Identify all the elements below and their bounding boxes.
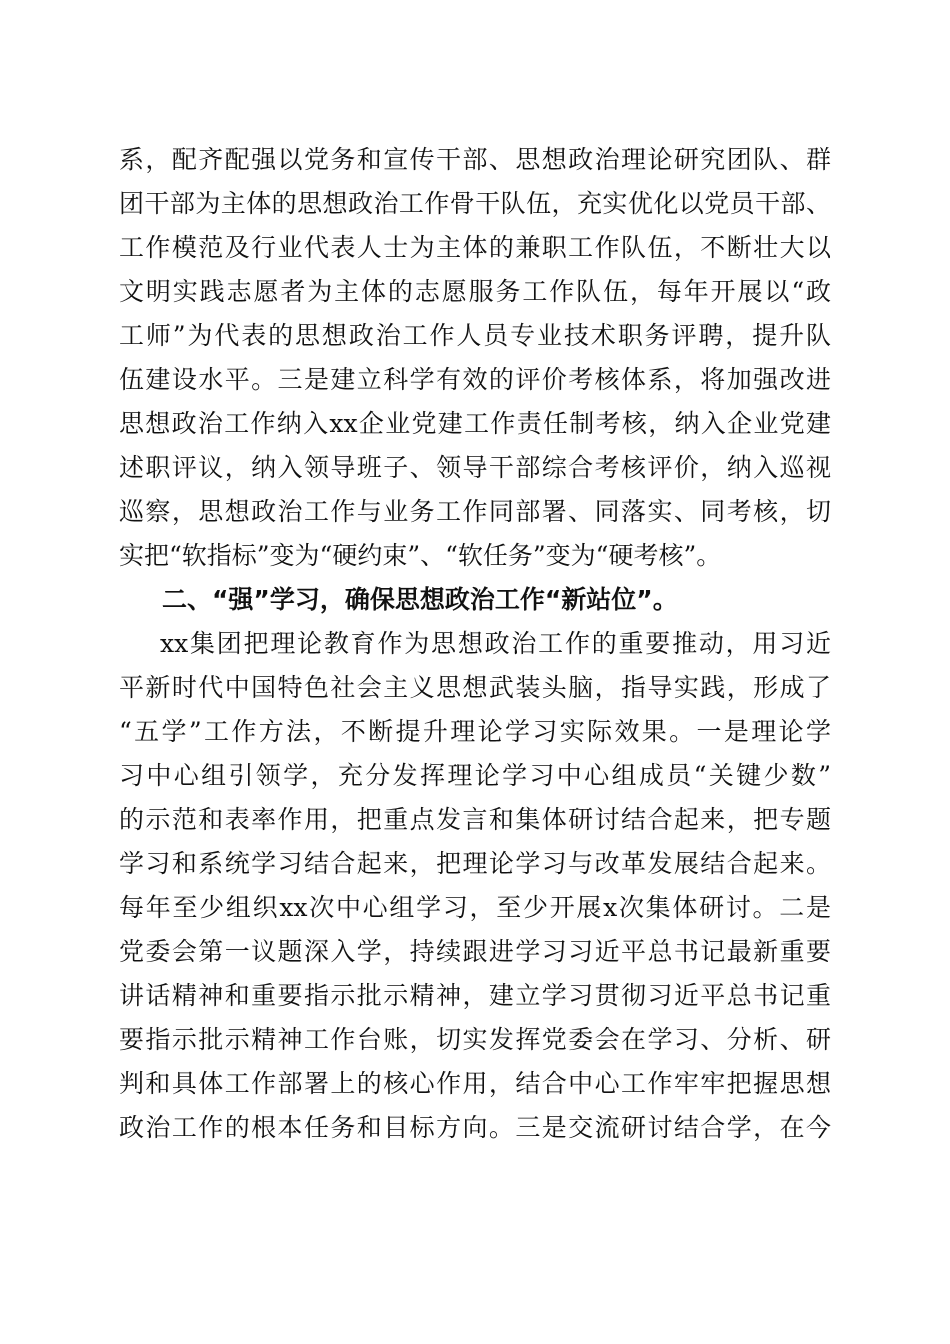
body-text-line: 习中心组引领学，充分发挥理论学习中心组成员“关键少数”: [119, 761, 831, 790]
body-text-line: 政治工作的根本任务和目标方向。三是交流研讨结合学，在今: [119, 1113, 831, 1142]
body-text-line: xx集团把理论教育作为思想政治工作的重要推动，用习近: [160, 629, 831, 658]
body-text-line: 要指示批示精神工作台账，切实发挥党委会在学习、分析、研: [119, 1025, 831, 1054]
body-text-line: 党委会第一议题深入学，持续跟进学习习近平总书记最新重要: [119, 937, 831, 966]
body-text-line: 巡察，思想政治工作与业务工作同部署、同落实、同考核，切: [119, 497, 831, 526]
body-text-line: 伍建设水平。三是建立科学有效的评价考核体系，将加强改进: [119, 365, 831, 394]
body-text-line: 判和具体工作部署上的核心作用，结合中心工作牢牢把握思想: [119, 1069, 831, 1098]
body-text-line: 学习和系统学习结合起来，把理论学习与改革发展结合起来。: [119, 849, 831, 878]
body-text-line: 工作模范及行业代表人士为主体的兼职工作队伍，不断壮大以: [119, 233, 831, 262]
body-text-line: 平新时代中国特色社会主义思想武装头脑，指导实践，形成了: [119, 673, 831, 702]
body-text-line: 团干部为主体的思想政治工作骨干队伍，充实优化以党员干部、: [119, 189, 831, 218]
body-text-line: 实把“软指标”变为“硬约束”、“软任务”变为“硬考核”。: [119, 541, 722, 570]
body-text-line: 思想政治工作纳入xx企业党建工作责任制考核，纳入企业党建: [119, 409, 831, 438]
body-text-line: 讲话精神和重要指示批示精神，建立学习贯彻习近平总书记重: [119, 981, 831, 1010]
body-text-line: 的示范和表率作用，把重点发言和集体研讨结合起来，把专题: [119, 805, 831, 834]
body-text-line: 工师”为代表的思想政治工作人员专业技术职务评聘，提升队: [119, 321, 831, 350]
section-heading: 二、“强”学习，确保思想政治工作“新站位”。: [162, 585, 678, 614]
body-text-line: 文明实践志愿者为主体的志愿服务工作队伍，每年开展以“政: [119, 277, 831, 306]
body-text-line: “五学”工作方法，不断提升理论学习实际效果。一是理论学: [119, 717, 831, 746]
body-text-line: 述职评议，纳入领导班子、领导干部综合考核评价，纳入巡视: [119, 453, 831, 482]
body-text-line: 系，配齐配强以党务和宣传干部、思想政治理论研究团队、群: [119, 145, 831, 174]
body-text-line: 每年至少组织xx次中心组学习，至少开展x次集体研讨。二是: [119, 893, 831, 922]
